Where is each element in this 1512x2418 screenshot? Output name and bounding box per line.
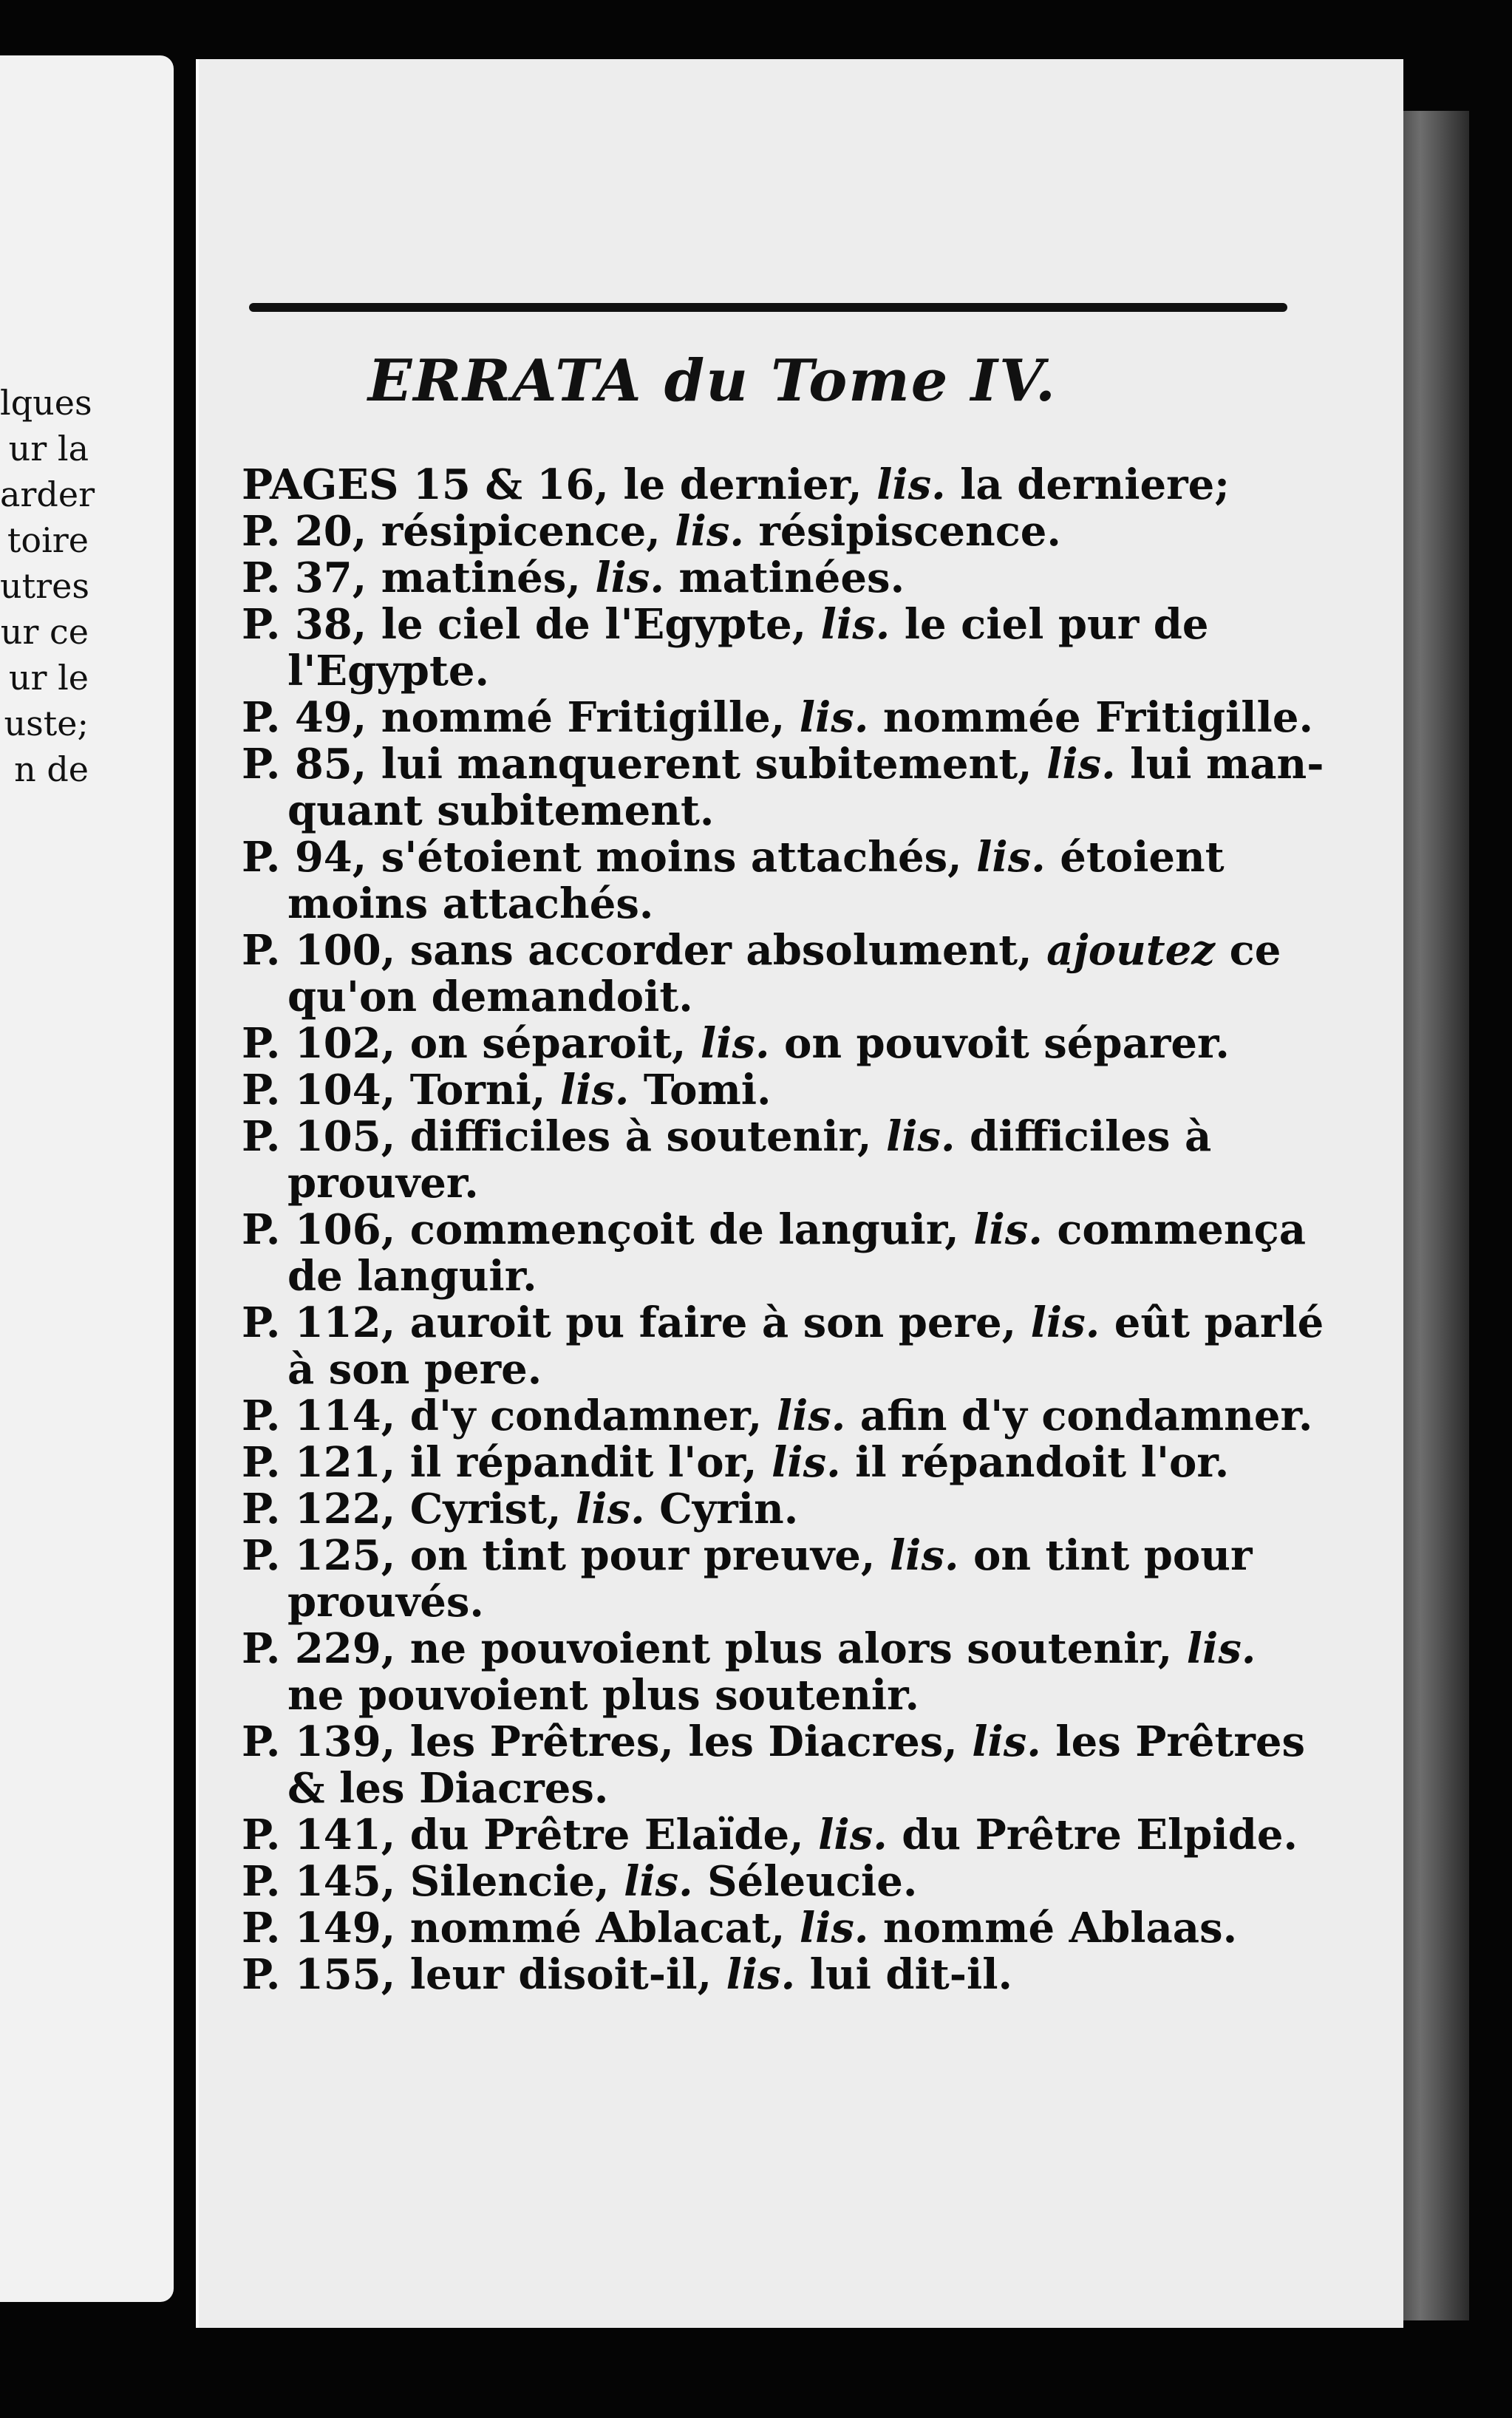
errata-entry [242, 1067, 1298, 1114]
page-reference: P. 106, [242, 1205, 396, 1254]
left-page-text-fragment: uste; [4, 704, 89, 743]
corrected-text: on tint pour [958, 1531, 1253, 1580]
header-rule [249, 303, 1287, 312]
erroneous-text: on séparoit, [395, 1019, 701, 1068]
correction-marker: lis. [885, 1112, 956, 1161]
corrected-text: difficiles à [955, 1112, 1212, 1161]
erroneous-text: sans accorder absolument, [395, 926, 1047, 975]
errata-entry [242, 462, 1298, 508]
errata-continuation: quant subitement. [287, 786, 715, 835]
errata-continuation: prouvés. [287, 1578, 484, 1627]
page-reference: P. 155, [242, 1950, 396, 1999]
erroneous-text: lui manquerent subitement, [367, 740, 1047, 789]
errata-entry [242, 693, 1313, 742]
errata-continuation: prouver. [287, 1159, 479, 1208]
correction-marker: lis. [820, 600, 890, 649]
erroneous-text: Torni, [395, 1066, 560, 1114]
erroneous-text: le dernier, [608, 460, 877, 509]
page-reference: P. 141, [242, 1811, 396, 1859]
correction-marker: lis. [973, 1205, 1043, 1254]
errata-line [242, 1392, 1313, 1440]
errata-line [242, 555, 1298, 602]
corrected-text: la derniere; [945, 460, 1230, 509]
errata-line [242, 1205, 1307, 1254]
errata-entry [242, 834, 1298, 927]
correction-marker: lis. [576, 1485, 645, 1533]
errata-entry [242, 1486, 1298, 1533]
errata-entry [242, 927, 1298, 1021]
page-reference: P. 114, [242, 1392, 396, 1440]
errata-line [242, 508, 1298, 555]
corrected-text: commença [1042, 1205, 1307, 1254]
erroneous-text: nommé Ablacat, [395, 1904, 800, 1952]
errata-line [242, 693, 1313, 742]
errata-entry [242, 555, 1298, 602]
left-page-text-fragment: utres [0, 566, 89, 606]
correction-marker: lis. [772, 1438, 841, 1487]
errata-entry [242, 1440, 1298, 1486]
corrected-text: ce [1215, 926, 1281, 975]
corrected-text: Cyrin. [644, 1485, 799, 1533]
errata-continuation: l'Egypte. [287, 647, 489, 695]
errata-line [242, 1626, 1298, 1672]
erroneous-text: d'y condamner, [395, 1392, 777, 1440]
erroneous-text: difficiles à soutenir, [395, 1112, 886, 1161]
errata-list [242, 460, 1324, 1999]
errata-line [242, 1812, 1298, 1859]
errata-line [242, 602, 1298, 648]
page-reference: P. 145, [242, 1857, 396, 1906]
erroneous-text: matinés, [367, 554, 596, 602]
corrected-text: nommée Fritigille. [868, 693, 1313, 742]
page-reference: P. 94, [242, 833, 367, 882]
corrected-text: eût parlé [1100, 1298, 1324, 1347]
correction-marker: lis. [675, 507, 744, 556]
correction-marker: lis. [889, 1531, 959, 1580]
page-reference: PAGES 15 & 16, [242, 460, 609, 509]
correction-marker: lis. [624, 1857, 693, 1906]
corrected-text: Séleucie. [692, 1857, 918, 1906]
corrected-text: Tomi. [629, 1066, 772, 1114]
erroneous-text: le ciel de l'Egypte, [367, 600, 821, 649]
erroneous-text: leur disoit-il, [395, 1950, 726, 1999]
errata-line [242, 1486, 1298, 1533]
errata-continuation: de languir. [287, 1252, 537, 1301]
errata-entry [242, 1626, 1298, 1719]
page-reference: P. 112, [242, 1298, 396, 1347]
erroneous-text: ne pouvoient plus alors soutenir, [395, 1624, 1187, 1673]
errata-entry [242, 1859, 1298, 1905]
left-page-text-fragment: ur ce [0, 612, 89, 652]
errata-line [242, 462, 1298, 508]
errata-line [242, 834, 1298, 881]
correction-marker: lis. [972, 1717, 1041, 1766]
correction-marker: lis. [799, 693, 869, 742]
correction-marker: lis. [1046, 740, 1116, 789]
errata-entry [242, 1905, 1298, 1952]
left-page-text-fragment: ur la [8, 429, 89, 469]
errata-line [242, 1298, 1324, 1347]
errata-line [242, 740, 1324, 789]
corrected-text: nommé Ablaas. [868, 1904, 1238, 1952]
left-page-text-fragment: ur le [8, 658, 89, 698]
page-title: ERRATA du Tome IV. [367, 347, 1058, 415]
errata-entry [242, 1952, 1298, 1998]
errata-entry [242, 1812, 1298, 1859]
page-reference: P. 125, [242, 1531, 396, 1580]
errata-line [242, 1114, 1298, 1160]
erroneous-text: résipicence, [367, 507, 675, 556]
errata-line [242, 1440, 1298, 1486]
corrected-text: afin d'y condamner. [845, 1392, 1313, 1440]
errata-line [242, 1905, 1298, 1952]
erroneous-text: commençoit de languir, [395, 1205, 974, 1254]
erroneous-text: auroit pu faire à son pere, [395, 1298, 1031, 1347]
errata-entry [242, 508, 1298, 555]
page-reference: P. 104, [242, 1066, 396, 1114]
errata-entry [242, 1205, 1307, 1301]
left-page-text-fragment: toire [7, 520, 89, 560]
correction-marker: lis. [776, 1392, 846, 1440]
corrected-text: les Prêtres [1041, 1717, 1305, 1766]
errata-entry [242, 740, 1324, 835]
corrected-text: du Prêtre Elpide. [887, 1811, 1298, 1859]
left-page-text-fragment: n de [14, 749, 89, 789]
page-reference: P. 121, [242, 1438, 396, 1487]
page-reference: P. 37, [242, 554, 367, 602]
correction-marker: lis. [1186, 1624, 1256, 1673]
page-reference: P. 100, [242, 926, 396, 975]
correction-marker: lis. [1030, 1298, 1100, 1347]
errata-continuation: & les Diacres. [287, 1764, 609, 1813]
errata-continuation: qu'on demandoit. [287, 973, 693, 1021]
left-page-text-fragment: arder [0, 474, 95, 514]
errata-page [196, 59, 1403, 2328]
corrected-text: le ciel pur de [890, 600, 1209, 649]
corrected-text: résipiscence. [743, 507, 1061, 556]
page-reference: P. 102, [242, 1019, 396, 1068]
correction-marker: ajoutez [1046, 926, 1216, 975]
errata-entry [242, 1392, 1313, 1440]
correction-marker: lis. [876, 460, 946, 509]
corrected-text: étoient [1045, 833, 1225, 882]
errata-entry [242, 1114, 1298, 1207]
erroneous-text: il répandit l'or, [395, 1438, 772, 1487]
erroneous-text: s'étoient moins attachés, [367, 833, 977, 882]
errata-entry [242, 602, 1298, 695]
errata-line [242, 1859, 1298, 1905]
corrected-text: lui dit-il. [795, 1950, 1012, 1999]
page-reference: P. 38, [242, 600, 367, 649]
page-reference: P. 139, [242, 1717, 396, 1766]
errata-entry [242, 1021, 1298, 1067]
page-reference: P. 85, [242, 740, 367, 789]
errata-entry [242, 1533, 1298, 1626]
erroneous-text: Silencie, [395, 1857, 624, 1906]
corrected-text: matinées. [664, 554, 905, 602]
erroneous-text: nommé Fritigille, [367, 693, 800, 742]
errata-continuation: ne pouvoient plus soutenir. [287, 1671, 920, 1720]
erroneous-text: les Prêtres, les Diacres, [395, 1717, 973, 1766]
page-reference: P. 20, [242, 507, 367, 556]
correction-marker: lis. [726, 1950, 796, 1999]
errata-continuation: à son pere. [287, 1345, 542, 1394]
page-reference: P. 49, [242, 693, 367, 742]
errata-line [242, 1021, 1298, 1067]
corrected-text: on pouvoit séparer. [769, 1019, 1230, 1068]
corrected-text: il répandoit l'or. [840, 1438, 1230, 1487]
left-page-text-fragment: lques [0, 383, 92, 423]
errata-line [242, 1952, 1298, 1998]
page-reference: P. 149, [242, 1904, 396, 1952]
errata-line [242, 1717, 1305, 1766]
correction-marker: lis. [595, 554, 664, 602]
errata-entry [242, 1298, 1324, 1394]
errata-entry [242, 1717, 1305, 1813]
correction-marker: lis. [799, 1904, 869, 1952]
errata-continuation: moins attachés. [287, 879, 654, 928]
correction-marker: lis. [559, 1066, 630, 1114]
correction-marker: lis. [818, 1811, 888, 1859]
correction-marker: lis. [700, 1019, 770, 1068]
erroneous-text: Cyrist, [395, 1485, 576, 1533]
page-reference: P. 105, [242, 1112, 396, 1161]
errata-line [242, 1067, 1298, 1114]
page-reference: P. 122, [242, 1485, 396, 1533]
corrected-text: lui man- [1115, 740, 1324, 789]
erroneous-text: du Prêtre Elaïde, [395, 1811, 819, 1859]
errata-line [242, 927, 1298, 974]
page-reference: P. 229, [242, 1624, 396, 1673]
correction-marker: lis. [976, 833, 1046, 882]
errata-line [242, 1533, 1298, 1579]
erroneous-text: on tint pour preuve, [395, 1531, 890, 1580]
